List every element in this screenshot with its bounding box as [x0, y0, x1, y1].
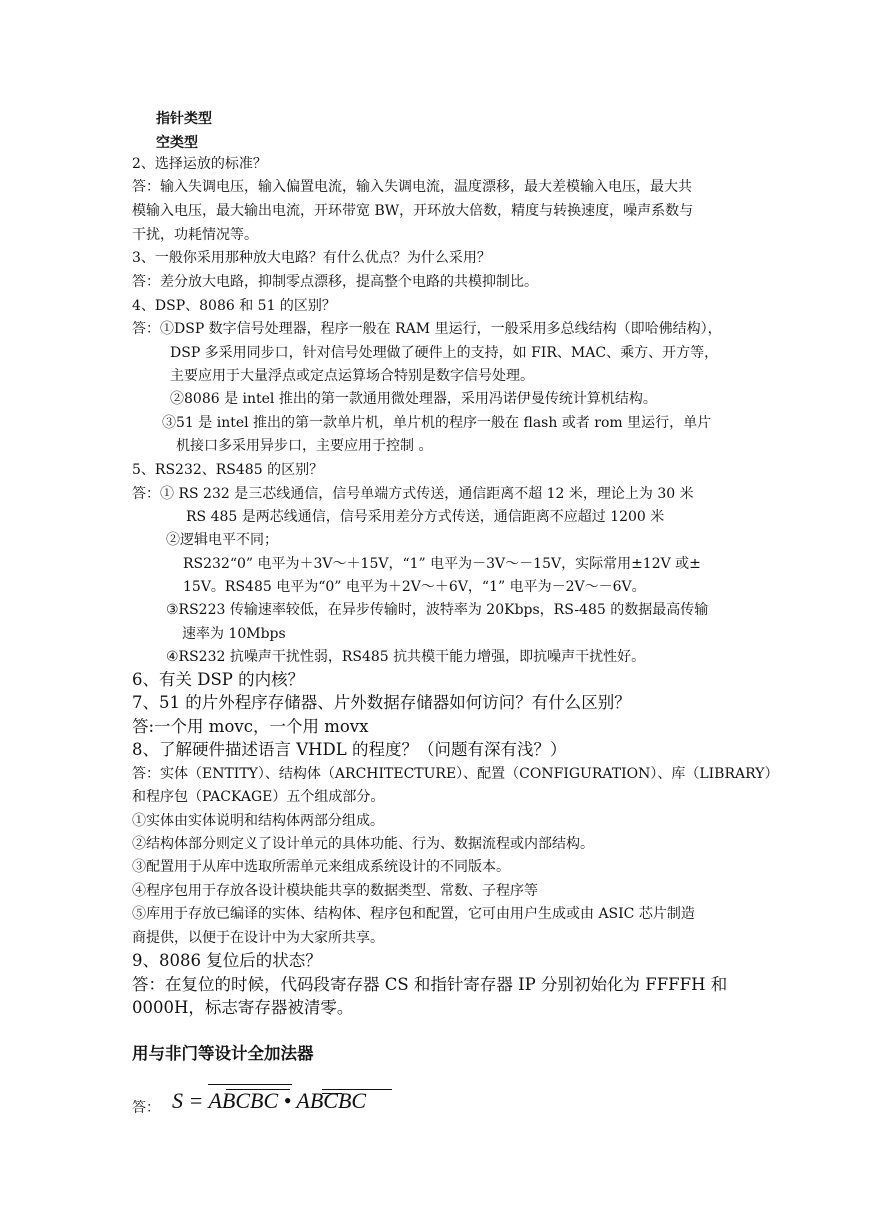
text-line: 答：输入失调电压，输入偏置电流，输入失调电流，温度漂移，最大差模输入电压，最大共: [132, 179, 692, 195]
text-line: 6、有关 DSP 的内核？: [132, 670, 305, 689]
text-line: RS 485 是两芯线通信，信号采用差分方式传送，通信距离不应超过 1200 米: [186, 509, 665, 525]
text-line: ②逻辑电平不同；: [166, 532, 278, 548]
text-line: 指针类型: [156, 111, 212, 127]
text-line: 答：差分放大电路，抑制零点漂移，提高整个电路的共模抑制比。: [132, 274, 538, 290]
text-line: 9、8086 复位后的状态？: [132, 951, 322, 970]
text-line: 商提供，以便于在设计中为大家所共享。: [132, 930, 384, 946]
text-line: 答：①DSP 数字信号处理器，程序一般在 RAM 里运行，一般采用多总线结构（即哈佛结构），: [132, 321, 722, 337]
text-line: RS232“0” 电平为＋3V～＋15V，“1” 电平为－3V～－15V，实际常用±12V 或±: [183, 556, 701, 572]
text-line: DSP 多采用同步口，针对信号处理做了硬件上的支持，如 FIR、MAC、乘方、开方等，: [170, 345, 719, 361]
text-line: ④RS232 抗噪声干扰性弱，RS485 抗共模干能力增强，即抗噪声干扰性好。: [166, 649, 646, 665]
text-line: 5、RS232、RS485 的区别？: [132, 462, 324, 478]
text-line: 和程序包（PACKAGE）五个组成部分。: [132, 789, 385, 805]
overbar: [322, 1089, 392, 1090]
overbar: [208, 1084, 292, 1085]
text-line: 15V。RS485 电平为“0” 电平为＋2V～＋6V，“1” 电平为－2V～－6V。: [183, 579, 646, 595]
text-line: 主要应用于大量浮点或定点运算场合特别是数字信号处理。: [170, 368, 534, 384]
text-line: 机接口多采用异步口，主要应用于控制 。: [176, 438, 433, 454]
text-line: 答：① RS 232 是三芯线通信，信号单端方式传送，通信距离不超 12 米，理论上为 30 米: [132, 486, 694, 502]
overbar: [226, 1089, 290, 1090]
text-line: 速率为 10Mbps: [182, 626, 286, 642]
text-line: 干扰，功耗情况等。: [132, 227, 258, 243]
text-line: ②8086 是 intel 推出的第一款通用微处理器，采用冯诺伊曼传统计算机结构。: [170, 391, 657, 407]
text-line: ④程序包用于存放各设计模块能共享的数据类型、常数、子程序等: [132, 883, 538, 899]
formula-expression: S = ABCBC • ABCBC: [172, 1088, 367, 1113]
text-line: 0000H，标志寄存器被清零。: [132, 998, 354, 1017]
text-line: ③51 是 intel 推出的第一款单片机，单片机的程序一般在 flash 或者 rom 里运行，单片: [162, 415, 712, 431]
text-line: 7、51 的片外程序存储器、片外数据存储器如何访问？有什么区别？: [132, 693, 631, 712]
text-line: 2、选择运放的标准？: [132, 156, 267, 172]
text-line: ③RS223 传输速率较低，在异步传输时，波特率为 20Kbps，RS-485 的数据最高传输: [166, 602, 709, 618]
section-heading: 用与非门等设计全加法器: [132, 1044, 314, 1063]
text-line: 答：实体（ENTITY）、结构体（ARCHITECTURE）、配置（CONFIGURATION）、库（LIBRARY）: [132, 766, 779, 782]
text-line: 答:一个用 movc，一个用 movx: [132, 717, 369, 736]
text-line: 模输入电压，最大输出电流，开环带宽 BW，开环放大倍数，精度与转换速度，噪声系数与: [132, 203, 694, 219]
text-line: 答：在复位的时候，代码段寄存器 CS 和指针寄存器 IP 分别初始化为 FFFFH 和: [132, 975, 728, 994]
text-line: 空类型: [156, 135, 198, 151]
text-line: 8、了解硬件描述语言 VHDL 的程度？（问题有深有浅？）: [132, 740, 567, 759]
text-line: ⑤库用于存放已编译的实体、结构体、程序包和配置，它可由用户生成或由 ASIC 芯片制造: [132, 906, 695, 922]
overbar: [322, 1093, 342, 1094]
text-line: ①实体由实体说明和结构体两部分组成。: [132, 813, 384, 829]
text-line: 3、一般你采用那种放大电路？有什么优点？为什么采用？: [132, 250, 491, 266]
text-line: ③配置用于从库中选取所需单元来组成系统设计的不同版本。: [132, 859, 510, 875]
text-line: ②结构体部分则定义了设计单元的具体功能、行为、数据流程或内部结构。: [132, 836, 594, 852]
formula-label: 答：: [132, 1100, 160, 1116]
text-line: 4、DSP、8086 和 51 的区别？: [132, 298, 336, 314]
